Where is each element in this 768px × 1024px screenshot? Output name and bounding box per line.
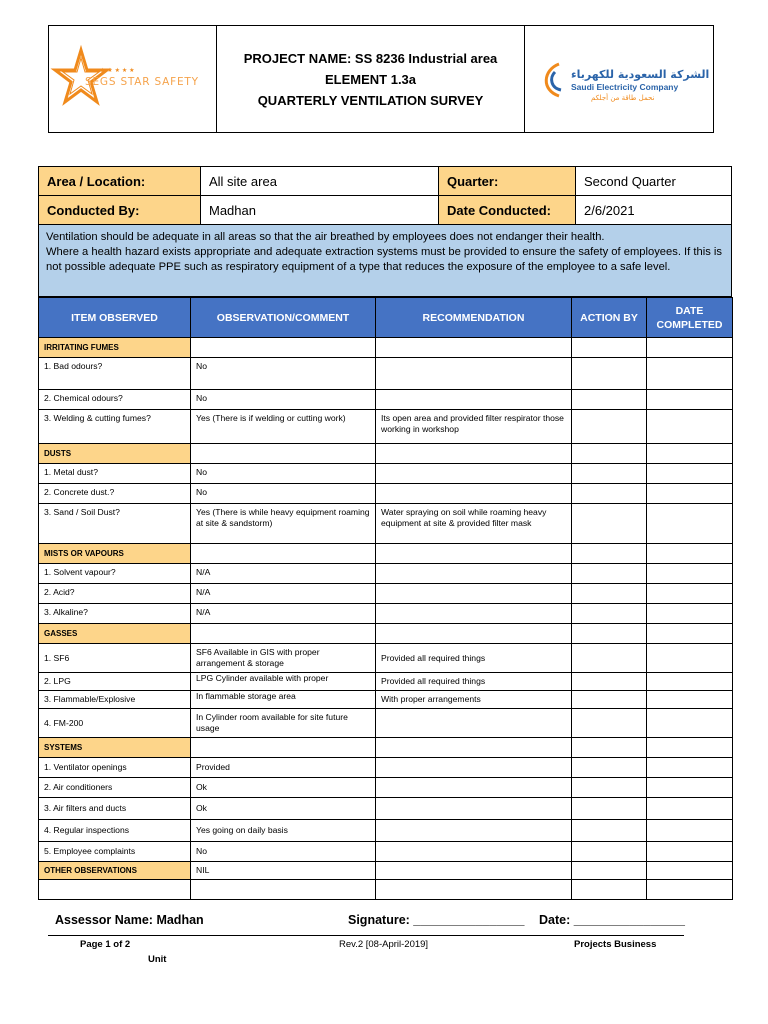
section-row bbox=[39, 738, 733, 758]
conducted-by-value: Madhan bbox=[201, 196, 439, 225]
observation-cell: Ok bbox=[191, 798, 376, 820]
item-cell: 3. Flammable/Explosive bbox=[39, 691, 191, 709]
observation-cell: LPG Cylinder available with proper bbox=[191, 673, 376, 691]
table-row bbox=[39, 604, 733, 624]
observation-cell: In flammable storage area bbox=[191, 691, 376, 709]
sec-emblem-icon bbox=[525, 26, 713, 134]
table-row bbox=[39, 880, 733, 900]
observation-cell: N/A bbox=[191, 564, 376, 584]
observation-cell: No bbox=[191, 358, 376, 390]
recommendation-cell bbox=[376, 390, 572, 410]
observation-cell: No bbox=[191, 842, 376, 862]
table-row bbox=[39, 358, 733, 390]
recommendation-cell: Provided all required things bbox=[376, 644, 572, 673]
item-cell: 2. Concrete dust.? bbox=[39, 484, 191, 504]
table-row bbox=[39, 464, 733, 484]
table-row bbox=[39, 484, 733, 504]
section-systems: SYSTEMS bbox=[39, 738, 191, 758]
section-dusts: DUSTS bbox=[39, 444, 191, 464]
table-row bbox=[39, 798, 733, 820]
observation-cell: N/A bbox=[191, 604, 376, 624]
observation-cell: Provided bbox=[191, 758, 376, 778]
sec-english-name: Saudi Electricity Company bbox=[571, 82, 679, 92]
quarter-label: Quarter: bbox=[439, 167, 576, 196]
item-cell: 5. Employee complaints bbox=[39, 842, 191, 862]
notice-line-2: Where a health hazard exists appropriate and adequate extraction systems must be provided to ensure the safety of employees. If this is not possible adequate PPE such as respiratory equipment of a type that reduces the exposure of the employee to a safe level. bbox=[46, 246, 722, 273]
item-cell: 1. Ventilator openings bbox=[39, 758, 191, 778]
document-header bbox=[48, 25, 714, 133]
observation-cell: Ok bbox=[191, 778, 376, 798]
table-row bbox=[39, 820, 733, 842]
business-unit-name: Projects Business bbox=[574, 939, 657, 950]
observation-cell: No bbox=[191, 464, 376, 484]
element-number: ELEMENT 1.3a bbox=[324, 71, 417, 87]
table-row bbox=[39, 390, 733, 410]
col-header-observation: OBSERVATION/COMMENT bbox=[191, 298, 376, 338]
recommendation-cell bbox=[376, 842, 572, 862]
recommendation-cell bbox=[376, 758, 572, 778]
table-row bbox=[39, 644, 733, 673]
item-cell: 1. Solvent vapour? bbox=[39, 564, 191, 584]
section-mists-vapours: MISTS OR VAPOURS bbox=[39, 544, 191, 564]
section-row bbox=[39, 624, 733, 644]
table-row bbox=[39, 410, 733, 444]
recommendation-cell bbox=[376, 820, 572, 842]
item-cell: 4. FM-200 bbox=[39, 709, 191, 738]
col-header-date-completed: DATE COMPLETED bbox=[647, 298, 733, 338]
section-row bbox=[39, 444, 733, 464]
date-line: Date: ________________ bbox=[539, 913, 685, 927]
item-cell: 1. Bad odours? bbox=[39, 358, 191, 390]
signature-line: Signature: ________________ bbox=[348, 913, 525, 927]
recommendation-cell bbox=[376, 604, 572, 624]
observations-table bbox=[38, 297, 733, 900]
observation-cell: N/A bbox=[191, 584, 376, 604]
observation-cell: In Cylinder room available for site future usage bbox=[191, 709, 376, 738]
item-cell: 2. LPG bbox=[39, 673, 191, 691]
table-row bbox=[39, 758, 733, 778]
col-header-action-by: ACTION BY bbox=[572, 298, 647, 338]
observation-cell: No bbox=[191, 390, 376, 410]
item-cell: 3. Alkaline? bbox=[39, 604, 191, 624]
table-header-row bbox=[39, 298, 733, 338]
observation-cell: Yes (There is while heavy equipment roaming at site & sandstorm) bbox=[191, 504, 376, 544]
recommendation-cell bbox=[376, 358, 572, 390]
table-row bbox=[39, 778, 733, 798]
table-row bbox=[39, 842, 733, 862]
assessor-name: Assessor Name: Madhan bbox=[55, 913, 204, 927]
item-cell: 2. Air conditioners bbox=[39, 778, 191, 798]
table-row bbox=[39, 691, 733, 709]
recommendation-cell bbox=[376, 584, 572, 604]
star-logo-icon bbox=[49, 26, 217, 134]
item-cell: 1. SF6 bbox=[39, 644, 191, 673]
item-cell: 2. Acid? bbox=[39, 584, 191, 604]
observation-cell: SF6 Available in GIS with proper arrangement & storage bbox=[191, 644, 376, 673]
survey-info-table bbox=[38, 166, 732, 225]
logo-text: SEGS STAR SAFETY bbox=[85, 76, 199, 88]
item-cell: 1. Metal dust? bbox=[39, 464, 191, 484]
recommendation-cell bbox=[376, 464, 572, 484]
sec-tagline: نحمل طاقة من أجلكم bbox=[591, 94, 655, 102]
conducted-by-label: Conducted By: bbox=[39, 196, 201, 225]
item-cell: 3. Air filters and ducts bbox=[39, 798, 191, 820]
item-cell: 2. Chemical odours? bbox=[39, 390, 191, 410]
page-number: Page 1 of 2 bbox=[80, 939, 131, 950]
svg-text:★ ★ ★ ★ ★: ★ ★ ★ ★ ★ bbox=[100, 67, 135, 74]
section-row bbox=[39, 338, 733, 358]
date-conducted-value: 2/6/2021 bbox=[576, 196, 732, 225]
company-logo bbox=[49, 26, 217, 132]
section-row bbox=[39, 862, 733, 880]
sec-logo bbox=[525, 26, 713, 132]
observation-cell: No bbox=[191, 484, 376, 504]
section-gasses: GASSES bbox=[39, 624, 191, 644]
area-label: Area / Location: bbox=[39, 167, 201, 196]
item-cell: 3. Welding & cutting fumes? bbox=[39, 410, 191, 444]
col-header-recommendation: RECOMMENDATION bbox=[376, 298, 572, 338]
recommendation-cell: With proper arrangements bbox=[376, 691, 572, 709]
survey-title: QUARTERLY VENTILATION SURVEY bbox=[257, 92, 484, 108]
table-row bbox=[39, 673, 733, 691]
revision: Rev.2 [08-April-2019] bbox=[339, 939, 429, 950]
date-conducted-label: Date Conducted: bbox=[439, 196, 576, 225]
recommendation-cell bbox=[376, 709, 572, 738]
project-name: PROJECT NAME: SS 8236 Industrial area bbox=[243, 50, 498, 66]
recommendation-cell: Water spraying on soil while roaming heavy equipment at site & provided filter mask bbox=[376, 504, 572, 544]
recommendation-cell bbox=[376, 798, 572, 820]
observation-cell: Yes (There is if welding or cutting work) bbox=[191, 410, 376, 444]
observation-cell: Yes going on daily basis bbox=[191, 820, 376, 842]
sec-arabic-name: الشركة السعودية للكهرباء bbox=[571, 68, 710, 81]
business-unit-suffix: Unit bbox=[148, 954, 167, 965]
notice-line-1: Ventilation should be adequate in all areas so that the air breathed by employees does not endanger their health. bbox=[46, 231, 605, 243]
table-row bbox=[39, 504, 733, 544]
recommendation-cell bbox=[376, 484, 572, 504]
col-header-item: ITEM OBSERVED bbox=[39, 298, 191, 338]
recommendation-cell: Provided all required things bbox=[376, 673, 572, 691]
section-row bbox=[39, 544, 733, 564]
recommendation-cell: Its open area and provided filter respirator those working in workshop bbox=[376, 410, 572, 444]
quarter-value: Second Quarter bbox=[576, 167, 732, 196]
table-row bbox=[39, 584, 733, 604]
item-cell: 3. Sand / Soil Dust? bbox=[39, 504, 191, 544]
header-title-block bbox=[217, 26, 525, 132]
recommendation-cell bbox=[376, 564, 572, 584]
observation-cell: NIL bbox=[191, 862, 376, 880]
recommendation-cell bbox=[376, 778, 572, 798]
area-value: All site area bbox=[201, 167, 439, 196]
table-row bbox=[39, 564, 733, 584]
item-cell: 4. Regular inspections bbox=[39, 820, 191, 842]
table-row bbox=[39, 709, 733, 738]
section-irritating-fumes: IRRITATING FUMES bbox=[39, 338, 191, 358]
section-other-observations: OTHER OBSERVATIONS bbox=[39, 862, 191, 880]
ventilation-notice bbox=[38, 225, 732, 297]
footer-divider bbox=[48, 935, 684, 936]
